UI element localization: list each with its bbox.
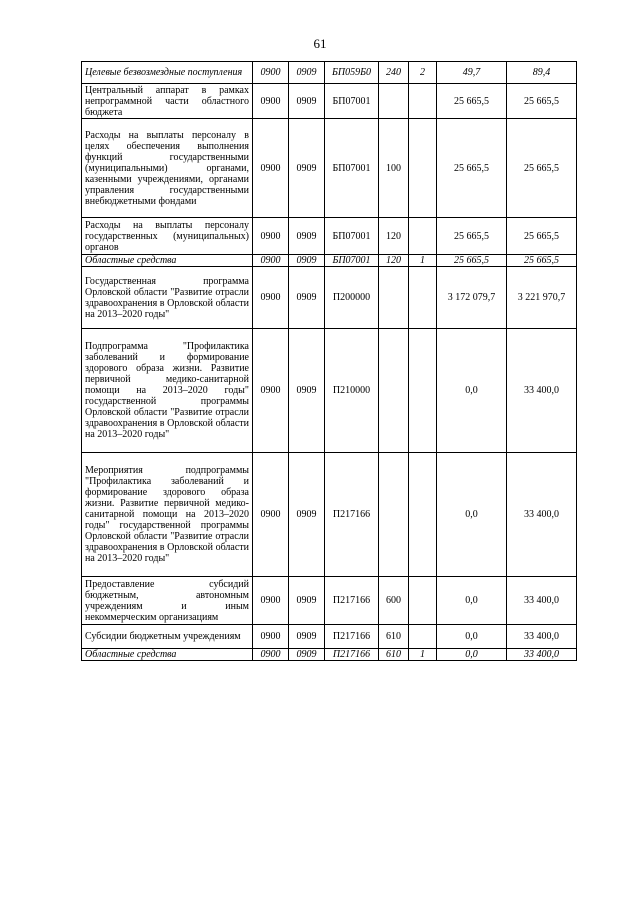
ministry-code: 0900 [253,267,289,329]
row-name: Расходы на выплаты персоналу в целях обеспечения выполнения функций государственными (муниципальными) органами, казенными учреждениями, органами управления государственными внебюджетными фондами [82,119,253,218]
target-code: П217166 [325,453,379,577]
expense-type [379,267,409,329]
sum-year-1: 25 665,5 [437,119,507,218]
expense-type: 600 [379,577,409,625]
sum-year-2: 25 665,5 [507,84,577,119]
sum-year-1: 25 665,5 [437,255,507,267]
sum-year-1: 0,0 [437,649,507,661]
funding-source [409,84,437,119]
row-name: Подпрограмма "Профилактика заболеваний и формирование здорового образа жизни. Развитие первичной медико-санитарной помощи на 2013–2020 годы" государственной программы Орловской области "Развитие отрасли здравоохранения в Орловской области на 2013–2020 годы" [82,329,253,453]
row-name: Центральный аппарат в рамках непрограммной части областного бюджета [82,84,253,119]
ministry-code: 0900 [253,649,289,661]
target-code: БП07001 [325,84,379,119]
target-code: БП07001 [325,218,379,255]
ministry-code: 0900 [253,218,289,255]
ministry-code: 0900 [253,625,289,649]
section-code: 0909 [289,62,325,84]
sum-year-2: 33 400,0 [507,625,577,649]
sum-year-2: 3 221 970,7 [507,267,577,329]
sum-year-1: 49,7 [437,62,507,84]
target-code: БП059Б0 [325,62,379,84]
expense-type: 120 [379,218,409,255]
target-code: БП07001 [325,119,379,218]
sum-year-2: 33 400,0 [507,577,577,625]
table-row [82,218,577,255]
sum-year-1: 0,0 [437,453,507,577]
section-code: 0909 [289,218,325,255]
row-name: Мероприятия подпрограммы "Профилактика заболеваний и формирование здорового образа жизни. Развитие первичной медико-санитарной помощи на 2013–2020 годы" государственной программы Орловской области "Развитие отрасли здравоохранения в Орловской области на 2013–2020 годы" [82,453,253,577]
target-code: БП07001 [325,255,379,267]
ministry-code: 0900 [253,62,289,84]
ministry-code: 0900 [253,329,289,453]
section-code: 0909 [289,119,325,218]
sum-year-1: 0,0 [437,625,507,649]
funding-source [409,625,437,649]
row-name: Государственная программа Орловской области "Развитие отрасли здравоохранения в Орловской области на 2013–2020 годы" [82,267,253,329]
sum-year-2: 33 400,0 [507,329,577,453]
row-name: Областные средства [82,255,253,267]
expense-type: 100 [379,119,409,218]
section-code: 0909 [289,255,325,267]
table-row [82,62,577,84]
target-code: П217166 [325,577,379,625]
section-code: 0909 [289,625,325,649]
ministry-code: 0900 [253,255,289,267]
target-code: П200000 [325,267,379,329]
sum-year-2: 25 665,5 [507,119,577,218]
funding-source: 1 [409,649,437,661]
sum-year-1: 0,0 [437,329,507,453]
row-name: Субсидии бюджетным учреждениям [82,625,253,649]
funding-source [409,218,437,255]
expense-type: 610 [379,649,409,661]
section-code: 0909 [289,84,325,119]
sum-year-2: 33 400,0 [507,453,577,577]
expense-type [379,453,409,577]
section-code: 0909 [289,649,325,661]
table-row [82,119,577,218]
row-name: Предоставление субсидий бюджетным, автономным учреждениям и иным некоммерческим организациям [82,577,253,625]
target-code: П217166 [325,649,379,661]
table-row [82,649,577,661]
expense-type [379,329,409,453]
ministry-code: 0900 [253,577,289,625]
expense-type: 240 [379,62,409,84]
table-row [82,84,577,119]
page-number: 61 [313,36,327,51]
funding-source [409,577,437,625]
sum-year-1: 3 172 079,7 [437,267,507,329]
funding-source: 1 [409,255,437,267]
table-row [82,577,577,625]
row-name: Расходы на выплаты персоналу государственных (муниципальных) органов [82,218,253,255]
ministry-code: 0900 [253,84,289,119]
section-code: 0909 [289,453,325,577]
sum-year-2: 33 400,0 [507,649,577,661]
funding-source [409,119,437,218]
section-code: 0909 [289,329,325,453]
ministry-code: 0900 [253,119,289,218]
table-row [82,453,577,577]
section-code: 0909 [289,267,325,329]
expense-type: 610 [379,625,409,649]
sum-year-2: 89,4 [507,62,577,84]
target-code: П210000 [325,329,379,453]
expense-type: 120 [379,255,409,267]
sum-year-1: 25 665,5 [437,218,507,255]
sum-year-2: 25 665,5 [507,218,577,255]
table-row [82,255,577,267]
target-code: П217166 [325,625,379,649]
section-code: 0909 [289,577,325,625]
table-row [82,329,577,453]
table-row [82,267,577,329]
funding-source [409,329,437,453]
row-name: Областные средства [82,649,253,661]
funding-source: 2 [409,62,437,84]
ministry-code: 0900 [253,453,289,577]
sum-year-2: 25 665,5 [507,255,577,267]
expense-type [379,84,409,119]
row-name: Целевые безвозмездные поступления [82,62,253,84]
sum-year-1: 0,0 [437,577,507,625]
sum-year-1: 25 665,5 [437,84,507,119]
table-row [82,625,577,649]
funding-source [409,267,437,329]
budget-table [81,61,577,661]
funding-source [409,453,437,577]
